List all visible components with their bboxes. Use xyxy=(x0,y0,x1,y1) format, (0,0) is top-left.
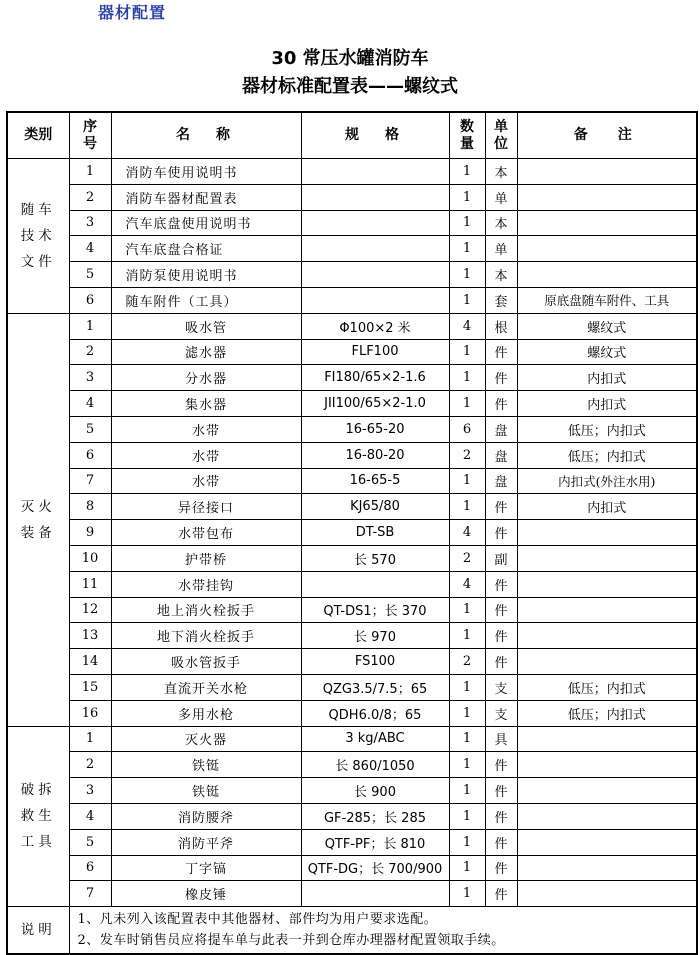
item-name: 消防车器材配置表 xyxy=(111,184,301,210)
item-note: 内扣式(外注水用) xyxy=(517,468,697,494)
category-cell: 破拆救生工具 xyxy=(7,726,69,907)
notes-cell xyxy=(69,907,697,955)
col-header-note: 备 注 xyxy=(517,112,697,159)
table-row xyxy=(7,700,697,726)
item-note xyxy=(517,803,697,829)
note-line-2: 2、发车时销售员应将提车单与此表一并到仓库办理器材配置领取手续。 xyxy=(77,933,505,949)
item-note xyxy=(517,184,697,210)
item-note xyxy=(517,623,697,649)
item-note xyxy=(517,597,697,623)
item-qty: 4 xyxy=(449,520,485,546)
col-header-no: 序号 xyxy=(69,112,111,159)
table-row xyxy=(7,442,697,468)
table-row xyxy=(7,159,697,185)
table-row xyxy=(7,184,697,210)
item-spec: Φ100×2 米 xyxy=(301,313,449,339)
item-unit: 盘 xyxy=(485,416,517,442)
item-unit: 本 xyxy=(485,210,517,236)
item-qty: 1 xyxy=(449,778,485,804)
col-header-qty: 数量 xyxy=(449,112,485,159)
item-name: 直流开关水枪 xyxy=(111,674,301,700)
item-spec xyxy=(301,262,449,288)
item-unit: 套 xyxy=(485,287,517,313)
row-number: 7 xyxy=(69,881,111,907)
item-spec xyxy=(301,210,449,236)
item-note: 内扣式 xyxy=(517,365,697,391)
item-unit: 本 xyxy=(485,262,517,288)
item-note xyxy=(517,571,697,597)
table-row xyxy=(7,339,697,365)
item-spec: GF-285；长 285 xyxy=(301,803,449,829)
item-unit: 单 xyxy=(485,184,517,210)
col-header-category: 类别 xyxy=(7,112,69,159)
item-note: 内扣式 xyxy=(517,391,697,417)
item-note xyxy=(517,855,697,881)
table-header-row xyxy=(7,112,697,159)
item-note xyxy=(517,829,697,855)
note-line-1: 1、凡未列入该配置表中其他器材、部件均为用户要求选配。 xyxy=(77,912,438,928)
table-row xyxy=(7,803,697,829)
item-qty: 1 xyxy=(449,829,485,855)
item-spec xyxy=(301,159,449,185)
table-row xyxy=(7,778,697,804)
item-spec: QZG3.5/7.5；65 xyxy=(301,674,449,700)
item-spec xyxy=(301,881,449,907)
item-note: 螺纹式 xyxy=(517,313,697,339)
table-row xyxy=(7,287,697,313)
row-number: 3 xyxy=(69,778,111,804)
item-qty: 1 xyxy=(449,210,485,236)
item-spec: 16-80-20 xyxy=(301,442,449,468)
item-name: 消防平斧 xyxy=(111,829,301,855)
notes-label: 说明 xyxy=(7,907,69,955)
category-cell: 灭火装备 xyxy=(7,313,69,726)
item-spec: KJ65/80 xyxy=(301,494,449,520)
item-name: 集水器 xyxy=(111,391,301,417)
section-tag: 器材配置 xyxy=(98,3,167,22)
item-spec: 长 860/1050 xyxy=(301,752,449,778)
item-qty: 2 xyxy=(449,649,485,675)
row-number: 2 xyxy=(69,339,111,365)
item-spec xyxy=(301,571,449,597)
item-spec: 长 900 xyxy=(301,778,449,804)
item-note xyxy=(517,752,697,778)
item-name: 消防泵使用说明书 xyxy=(111,262,301,288)
item-name: 多用水枪 xyxy=(111,700,301,726)
item-spec: QTF-PF；长 810 xyxy=(301,829,449,855)
item-spec: JII100/65×2-1.0 xyxy=(301,391,449,417)
table-row xyxy=(7,416,697,442)
item-name: 随车附件（工具） xyxy=(111,287,301,313)
row-number: 13 xyxy=(69,623,111,649)
item-name: 水带 xyxy=(111,416,301,442)
table-row xyxy=(7,365,697,391)
item-spec: 长 970 xyxy=(301,623,449,649)
item-spec: DT-SB xyxy=(301,520,449,546)
item-qty: 1 xyxy=(449,803,485,829)
item-note xyxy=(517,881,697,907)
item-note xyxy=(517,210,697,236)
row-number: 3 xyxy=(69,365,111,391)
table-row xyxy=(7,726,697,752)
item-note: 低压；内扣式 xyxy=(517,674,697,700)
row-number: 14 xyxy=(69,649,111,675)
item-note xyxy=(517,545,697,571)
item-name: 消防车使用说明书 xyxy=(111,159,301,185)
item-unit: 件 xyxy=(485,494,517,520)
item-unit: 件 xyxy=(485,881,517,907)
table-row xyxy=(7,468,697,494)
item-note: 内扣式 xyxy=(517,494,697,520)
row-number: 8 xyxy=(69,494,111,520)
item-unit: 件 xyxy=(485,778,517,804)
item-name: 水带 xyxy=(111,468,301,494)
item-spec xyxy=(301,236,449,262)
item-name: 地上消火栓扳手 xyxy=(111,597,301,623)
table-row xyxy=(7,649,697,675)
item-unit: 盘 xyxy=(485,442,517,468)
table-row xyxy=(7,829,697,855)
item-name: 水带包布 xyxy=(111,520,301,546)
item-note xyxy=(517,159,697,185)
item-unit: 件 xyxy=(485,597,517,623)
table-row xyxy=(7,855,697,881)
item-name: 灭火器 xyxy=(111,726,301,752)
item-name: 水带 xyxy=(111,442,301,468)
item-note: 低压；内扣式 xyxy=(517,700,697,726)
item-name: 汽车底盘使用说明书 xyxy=(111,210,301,236)
item-qty: 1 xyxy=(449,159,485,185)
table-row xyxy=(7,313,697,339)
item-unit: 根 xyxy=(485,313,517,339)
table-row xyxy=(7,520,697,546)
table-row xyxy=(7,545,697,571)
table-row xyxy=(7,881,697,907)
item-name: 滤水器 xyxy=(111,339,301,365)
item-name: 汽车底盘合格证 xyxy=(111,236,301,262)
row-number: 3 xyxy=(69,210,111,236)
item-note xyxy=(517,520,697,546)
item-note: 低压；内扣式 xyxy=(517,442,697,468)
item-name: 护带桥 xyxy=(111,545,301,571)
item-name: 铁铤 xyxy=(111,752,301,778)
item-qty: 1 xyxy=(449,262,485,288)
item-name: 铁铤 xyxy=(111,778,301,804)
row-number: 5 xyxy=(69,829,111,855)
item-qty: 1 xyxy=(449,700,485,726)
item-spec xyxy=(301,287,449,313)
item-spec: QT-DS1；长 370 xyxy=(301,597,449,623)
category-cell: 随车技术文件 xyxy=(7,159,69,314)
row-number: 6 xyxy=(69,442,111,468)
row-number: 2 xyxy=(69,752,111,778)
table-row xyxy=(7,623,697,649)
row-number: 6 xyxy=(69,855,111,881)
item-unit: 本 xyxy=(485,159,517,185)
page-title: 30 常压水罐消防车 xyxy=(271,48,429,69)
item-note xyxy=(517,778,697,804)
item-unit: 件 xyxy=(485,752,517,778)
item-unit: 件 xyxy=(485,649,517,675)
row-number: 2 xyxy=(69,184,111,210)
row-number: 1 xyxy=(69,313,111,339)
table-row xyxy=(7,236,697,262)
item-qty: 1 xyxy=(449,855,485,881)
item-spec: FLF100 xyxy=(301,339,449,365)
item-unit: 副 xyxy=(485,545,517,571)
item-unit: 件 xyxy=(485,391,517,417)
item-qty: 1 xyxy=(449,391,485,417)
item-spec: 长 570 xyxy=(301,545,449,571)
item-unit: 具 xyxy=(485,726,517,752)
item-name: 水带挂钩 xyxy=(111,571,301,597)
item-unit: 件 xyxy=(485,520,517,546)
table-row xyxy=(7,391,697,417)
table-row xyxy=(7,571,697,597)
col-header-spec: 规 格 xyxy=(301,112,449,159)
row-number: 5 xyxy=(69,416,111,442)
item-name: 吸水管扳手 xyxy=(111,649,301,675)
item-qty: 1 xyxy=(449,726,485,752)
item-spec: QDH6.0/8；65 xyxy=(301,700,449,726)
row-number: 6 xyxy=(69,287,111,313)
item-qty: 1 xyxy=(449,623,485,649)
row-number: 7 xyxy=(69,468,111,494)
item-qty: 1 xyxy=(449,752,485,778)
table-row xyxy=(7,210,697,236)
item-spec: FS100 xyxy=(301,649,449,675)
item-qty: 4 xyxy=(449,571,485,597)
item-qty: 1 xyxy=(449,674,485,700)
item-note: 原底盘随车附件、工具 xyxy=(517,287,697,313)
item-spec xyxy=(301,184,449,210)
item-spec: 16-65-20 xyxy=(301,416,449,442)
item-note xyxy=(517,236,697,262)
item-name: 地下消火栓扳手 xyxy=(111,623,301,649)
item-unit: 单 xyxy=(485,236,517,262)
item-note xyxy=(517,726,697,752)
item-qty: 2 xyxy=(449,442,485,468)
col-header-unit: 单位 xyxy=(485,112,517,159)
item-qty: 6 xyxy=(449,416,485,442)
item-spec: QTF-DG；长 700/900 xyxy=(301,855,449,881)
item-name: 橡皮锤 xyxy=(111,881,301,907)
item-unit: 件 xyxy=(485,339,517,365)
item-note: 螺纹式 xyxy=(517,339,697,365)
table-row xyxy=(7,262,697,288)
item-note: 低压；内扣式 xyxy=(517,416,697,442)
item-note xyxy=(517,262,697,288)
item-name: 丁字镐 xyxy=(111,855,301,881)
item-unit: 件 xyxy=(485,365,517,391)
item-unit: 盘 xyxy=(485,468,517,494)
item-name: 异径接口 xyxy=(111,494,301,520)
item-unit: 支 xyxy=(485,700,517,726)
item-unit: 件 xyxy=(485,571,517,597)
item-qty: 1 xyxy=(449,468,485,494)
row-number: 4 xyxy=(69,391,111,417)
row-number: 1 xyxy=(69,726,111,752)
item-qty: 1 xyxy=(449,365,485,391)
item-name: 消防腰斧 xyxy=(111,803,301,829)
table-row xyxy=(7,597,697,623)
item-qty: 2 xyxy=(449,545,485,571)
item-spec: 16-65-5 xyxy=(301,468,449,494)
col-header-name: 名 称 xyxy=(111,112,301,159)
row-number: 1 xyxy=(69,159,111,185)
item-qty: 1 xyxy=(449,184,485,210)
item-qty: 1 xyxy=(449,236,485,262)
item-name: 吸水管 xyxy=(111,313,301,339)
item-qty: 1 xyxy=(449,494,485,520)
row-number: 4 xyxy=(69,803,111,829)
row-number: 11 xyxy=(69,571,111,597)
row-number: 4 xyxy=(69,236,111,262)
table-row xyxy=(7,494,697,520)
row-number: 16 xyxy=(69,700,111,726)
row-number: 10 xyxy=(69,545,111,571)
item-qty: 1 xyxy=(449,287,485,313)
item-qty: 1 xyxy=(449,339,485,365)
item-qty: 1 xyxy=(449,881,485,907)
item-unit: 件 xyxy=(485,829,517,855)
item-unit: 件 xyxy=(485,623,517,649)
page-subtitle: 器材标准配置表——螺纹式 xyxy=(242,76,458,97)
item-name: 分水器 xyxy=(111,365,301,391)
item-unit: 支 xyxy=(485,674,517,700)
table-row xyxy=(7,674,697,700)
item-unit: 件 xyxy=(485,803,517,829)
notes-row xyxy=(7,907,697,955)
item-spec: FI180/65×2-1.6 xyxy=(301,365,449,391)
item-spec: 3 kg/ABC xyxy=(301,726,449,752)
equipment-table xyxy=(6,111,698,955)
item-qty: 4 xyxy=(449,313,485,339)
row-number: 12 xyxy=(69,597,111,623)
table-row xyxy=(7,752,697,778)
row-number: 5 xyxy=(69,262,111,288)
row-number: 15 xyxy=(69,674,111,700)
item-qty: 1 xyxy=(449,597,485,623)
row-number: 9 xyxy=(69,520,111,546)
item-note xyxy=(517,649,697,675)
item-unit: 件 xyxy=(485,855,517,881)
